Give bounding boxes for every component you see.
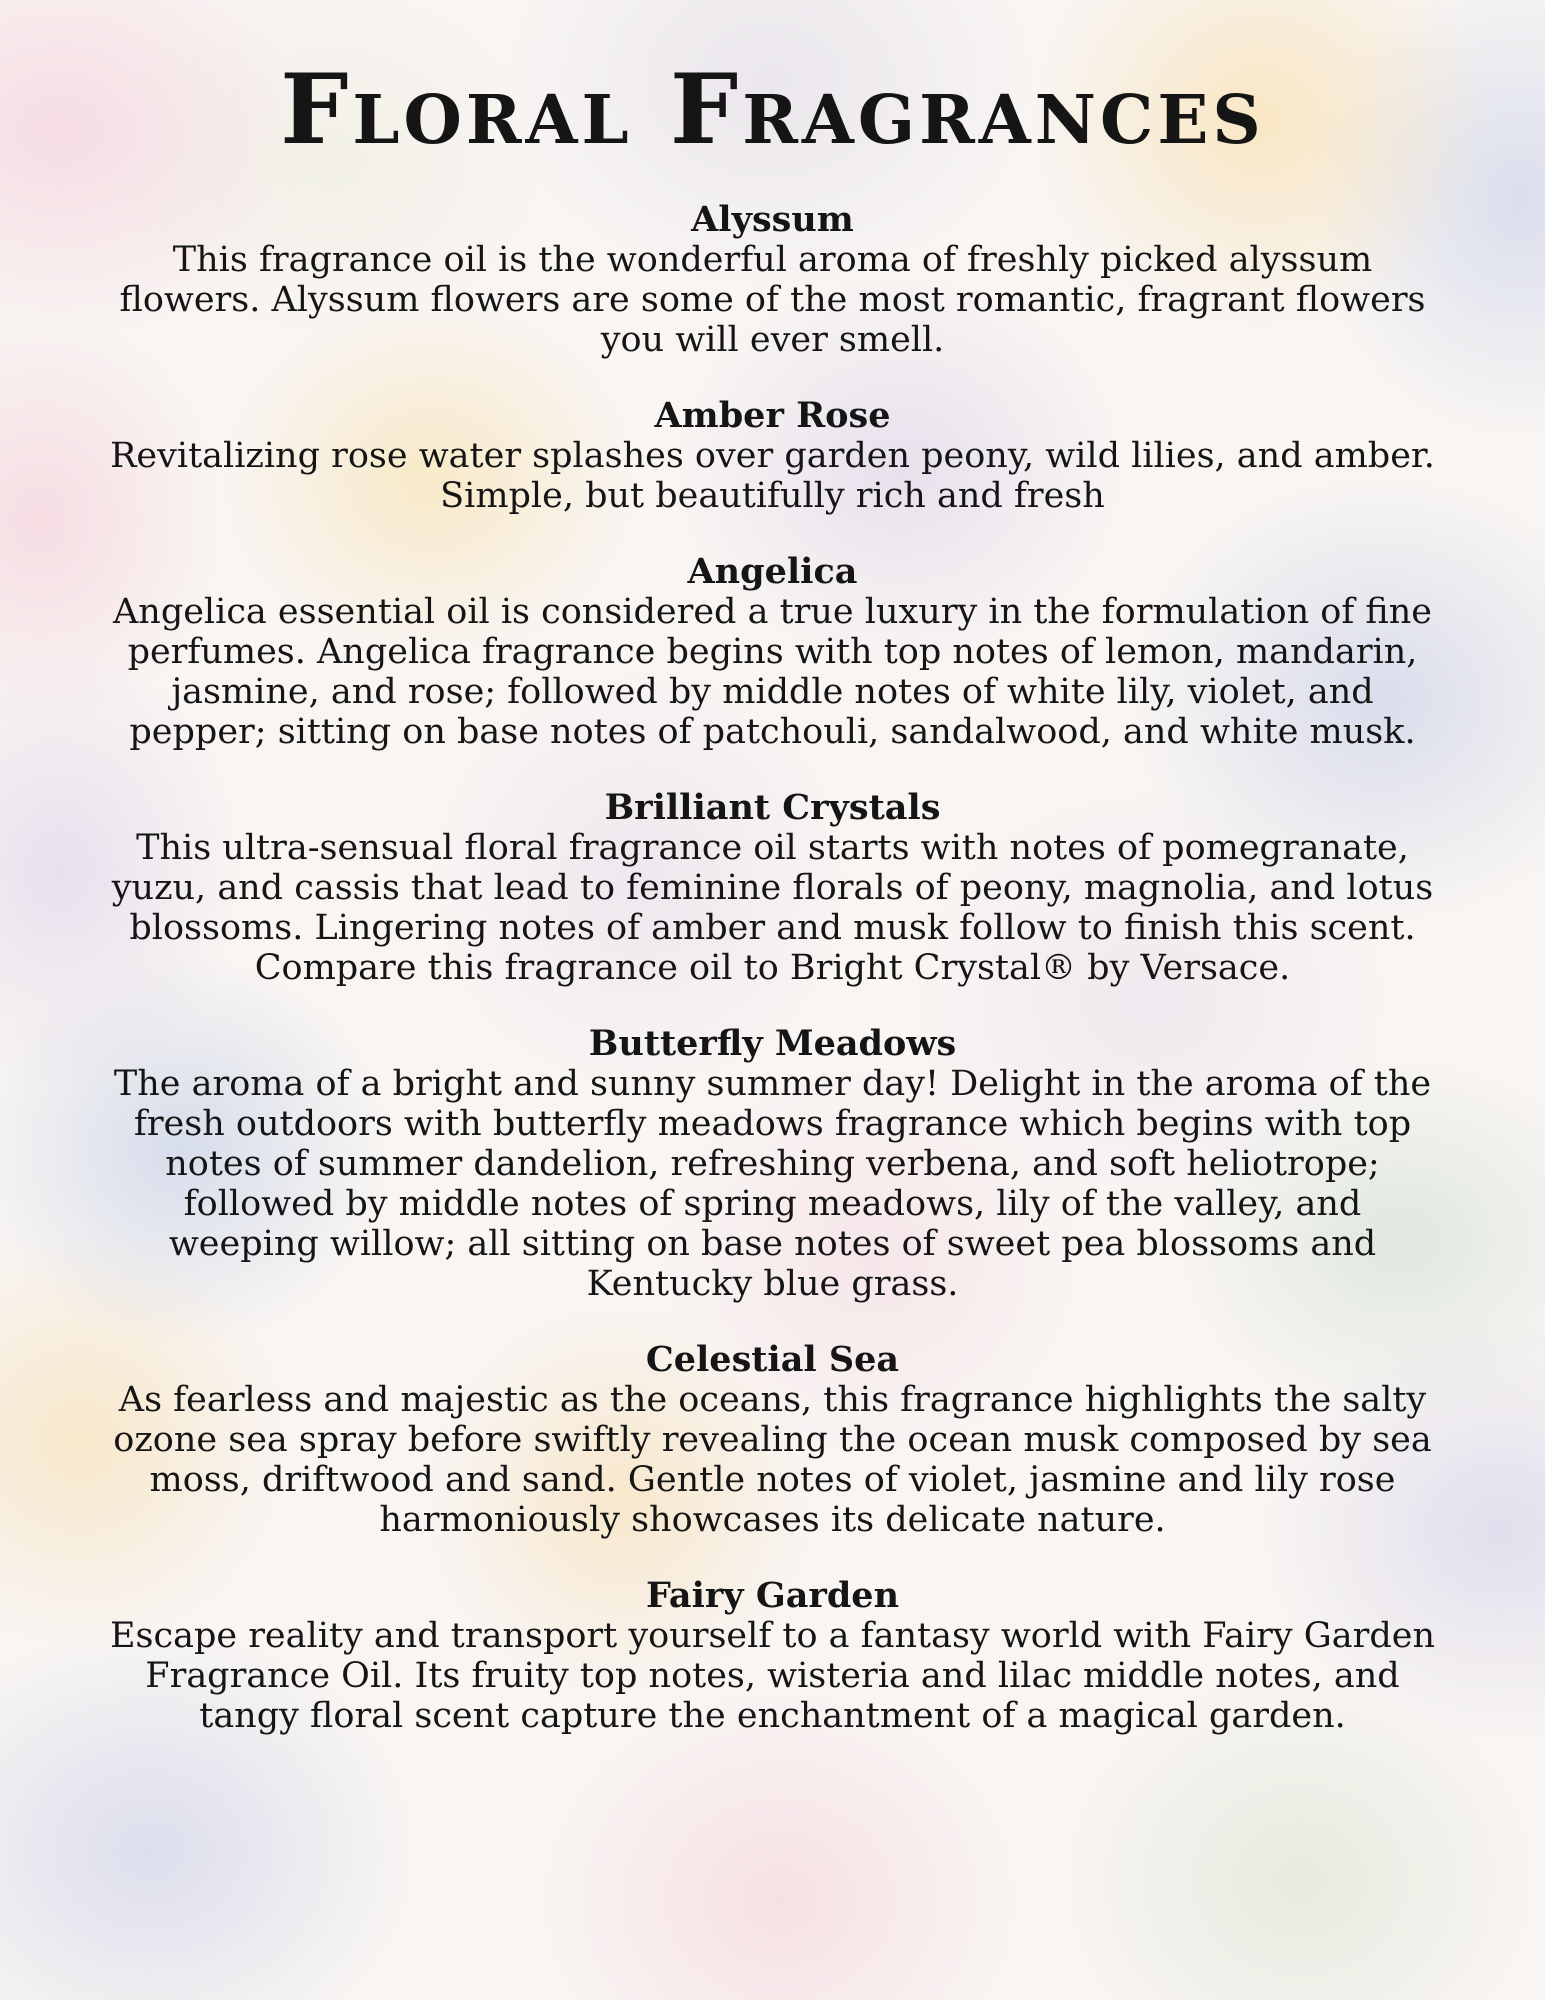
fragrance-name: Celestial Sea xyxy=(645,1339,900,1380)
fragrance-description: This ultra-sensual floral fragrance oil starts with notes of pomegranate, yuzu, and cassis that lead to feminine florals of peony, magnolia, and lotus blossoms. Lingering notes of amber and musk follow to finish this scent. Compare this fragrance oil to Bright Crystal® by Versace. xyxy=(111,828,1434,988)
fragrance-name: Alyssum xyxy=(691,199,854,240)
fragrance-entry-angelica xyxy=(108,552,1438,752)
fragrance-description: Angelica essential oil is considered a true luxury in the formulation of fine perfumes. Angelica fragrance begins with top notes of lemon, mandarin, jasmine, and rose; followed by middle notes of white lily, violet, and pepper; sitting on base notes of patchouli, sandalwood, and white musk. xyxy=(113,592,1432,752)
fragrance-entry-celestial-sea xyxy=(108,1340,1438,1540)
fragrance-name: Brilliant Crystals xyxy=(604,787,941,828)
fragrance-name: Butterfly Meadows xyxy=(588,1023,957,1064)
fragrance-description: Revitalizing rose water splashes over garden peony, wild lilies, and amber. Simple, but beautifully rich and fresh xyxy=(110,436,1435,516)
fragrance-description: As fearless and majestic as the oceans, this fragrance highlights the salty ozone sea spray before swiftly revealing the ocean musk composed by sea moss, driftwood and sand. Gentle notes of violet, jasmine and lily rose harmoniously showcases its delicate nature. xyxy=(113,1380,1432,1540)
fragrance-entry-brilliant-crystals xyxy=(108,788,1438,988)
page-title: Floral Fragrances xyxy=(280,53,1265,166)
fragrance-entry-alyssum xyxy=(108,200,1438,360)
fragrance-list xyxy=(73,200,1473,1736)
fragrance-entry-butterfly-meadows xyxy=(108,1024,1438,1304)
fragrance-description: Escape reality and transport yourself to a fantasy world with Fairy Garden Fragrance Oil. Its fruity top notes, wisteria and lilac middle notes, and tangy floral scent capture the enchantment of a magical garden. xyxy=(109,1616,1436,1736)
fragrance-entry-amber-rose xyxy=(108,396,1438,516)
fragrance-description: This fragrance oil is the wonderful aroma of freshly picked alyssum flowers. Alyssum flowers are some of the most romantic, fragrant flowers you will ever smell. xyxy=(119,240,1426,360)
fragrance-description: The aroma of a bright and sunny summer day! Delight in the aroma of the fresh outdoors with butterfly meadows fragrance which begins with top notes of summer dandelion, refreshing verbena, and soft heliotrope; followed by middle notes of spring meadows, lily of the valley, and weeping willow; all sitting on base notes of sweet pea blossoms and Kentucky blue grass. xyxy=(113,1064,1432,1304)
fragrance-entry-fairy-garden xyxy=(108,1576,1438,1736)
fragrance-name: Fairy Garden xyxy=(645,1575,900,1616)
fragrance-name: Angelica xyxy=(687,551,858,592)
document-page xyxy=(73,0,1473,1736)
fragrance-name: Amber Rose xyxy=(654,395,891,436)
